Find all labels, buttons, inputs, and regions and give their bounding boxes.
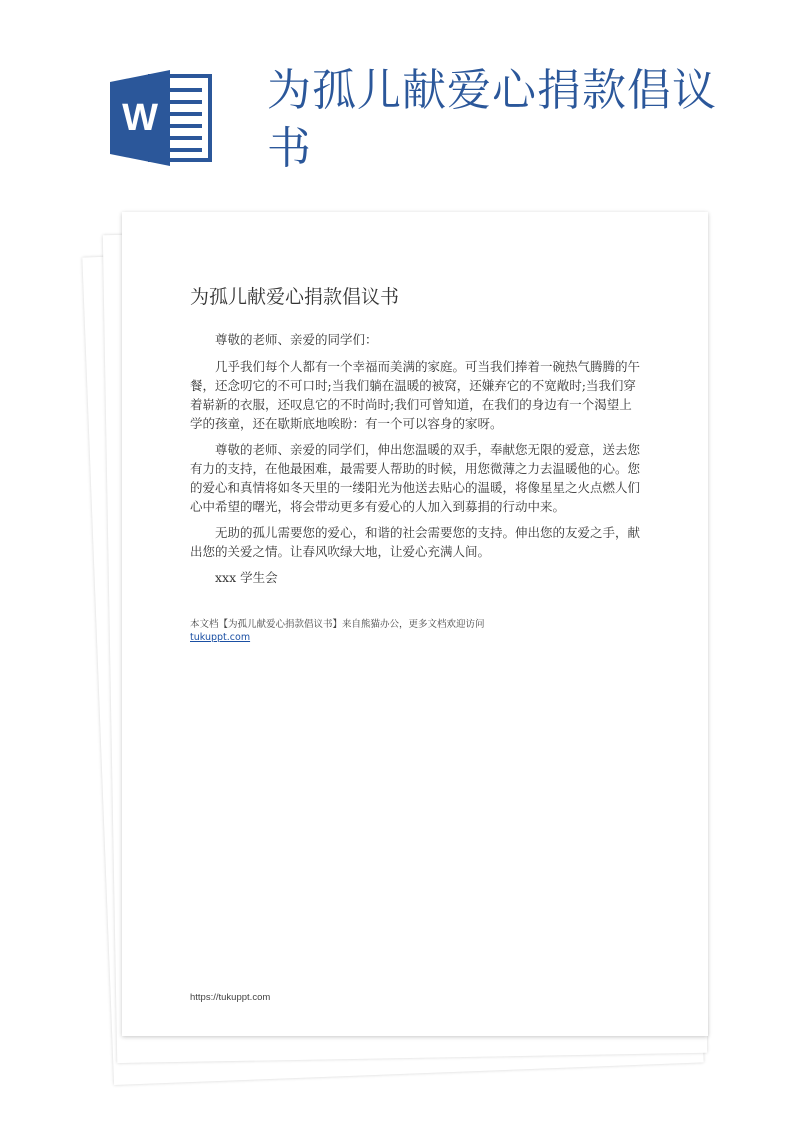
body-paragraph-2: 尊敬的老师、亲爱的同学们，伸出您温暖的双手，奉献您无限的爱意，送去您有力的支持，在他最困难，最需要人帮助的时候，用您微薄之力去温暖他的心。您的爱心和真情将如冬天里的一缕阳光为他送去贴心的温暖，将像星星之火点燃人们心中希望的曙光，将会带动更多有爱心的人加入到募捐的行动中来。 (190, 442, 641, 514)
footer-url[interactable]: https://tukuppt.com (190, 992, 271, 1003)
word-document-icon (110, 70, 214, 166)
document-page (122, 212, 708, 1036)
source-note (190, 618, 650, 644)
salutation: 尊敬的老师、亲爱的同学们： (215, 332, 378, 347)
banner-title: 为孤儿献爱心捐款倡议书 (267, 65, 717, 174)
signature: xxx 学生会 (215, 570, 278, 585)
body-paragraph-1: 几乎我们每个人都有一个幸福而美满的家庭。可当我们捧着一碗热气腾腾的午餐，还念叨它的不可口时;当我们躺在温暖的被窝，还嫌弃它的不宽敞时;当我们穿着崭新的衣服，还叹息它的不时尚时;我们可曾知道，在我们的身边有一个渴望上学的孩童，还在歇斯底地唉盼：有一个可以容身的家呀。 (190, 359, 641, 431)
source-note-text: 本文档【为孤儿献爱心捐款倡议书】来自熊猫办公，更多文档欢迎访问 (190, 619, 485, 630)
document-title: 为孤儿献爱心捐款倡议书 (190, 286, 400, 308)
document-body (190, 330, 640, 594)
source-link[interactable]: tukuppt.com (190, 632, 251, 643)
word-icon-letter: W (122, 97, 158, 139)
body-paragraph-3: 无助的孤儿需要您的爱心，和谐的社会需要您的支持。伸出您的友爱之手，献出您的关爱之情。让春风吹绿大地，让爱心充满人间。 (190, 525, 641, 559)
